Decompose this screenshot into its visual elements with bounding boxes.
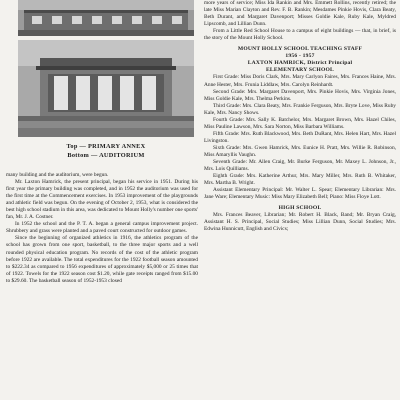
- paragraph: Mr. Laxton Hamrick, the present principal, began his service in 1951. During his first year the primary building was completed, and in 1952 the auditorium was used for the first time at the Commencement exercises. In 1953 improvement of the playgrounds and athletic field was begun. On the evening of October 2, 1953, what is considered the best high school stadium in this area, was dedicated to Mount Holly's number one sports' fan, Mr. J. A. Costner.: [6, 179, 198, 221]
- staff-entry: Assistant Elementary Principal: Mr. Walter L. Spear; Elementary Librarian: Mrs. Jane Ware; Elementary Music: Miss Mary Elizabeth Bell; Piano: Miss Floye Lott.: [204, 187, 396, 201]
- principal-heading: LAXTON HAMRICK, District Principal: [247, 60, 353, 67]
- staff-entry: Fourth Grade: Mrs. Sally K. Batchelor, Mrs. Margaret Brown, Mrs. Hazel Chiles, Miss Pauline Lawson, Mrs. Sara Norton, Miss Barbara Williams.: [204, 116, 396, 130]
- staff-heading: MOUNT HOLLY SCHOOL TEACHING STAFF: [237, 46, 363, 53]
- staff-entry: Sixth Grade: Mrs. Gwen Hamrick, Mrs. Eunice H. Pratt, Mrs. Willie R. Robinson, Miss Amaryllis Vaughn.: [204, 144, 396, 158]
- staff-entry: First Grade: Miss Doris Clark, Mrs. Mary Carlyon Faires, Mrs. Frances Haine, Mrs. Anne Hester, Mrs. Frunia Liddlaw, Mrs. Carolyn Reinhardt.: [204, 74, 396, 88]
- left-body-text: [6, 172, 198, 285]
- staff-entry: Seventh Grade: Mr. Allen Craig, Mr. Burke Ferguson, Mr. Maxey L. Johnson, Jr., Mrs. Lois Quilliams.: [204, 159, 396, 173]
- staff-entry: Fifth Grade: Mrs. Ruth Blackwood, Mrs. Beth DuRant, Mrs. Helen Hart, Mrs. Hazel Livingston.: [204, 130, 396, 144]
- staff-entry: Third Grade: Mrs. Clara Beaty, Mrs. Frankie Ferguson, Mrs. Bryte Love, Miss Ruby Kale, Mrs. Nancy Shows.: [204, 102, 396, 116]
- auditorium-image: [18, 40, 194, 137]
- staff-entry: Second Grade: Mrs. Margaret Davenport, Mrs. Pinkie Hovis, Mrs. Virginia Jones, Miss Goldie Kale, Mrs. Thelma Perkins.: [204, 88, 396, 102]
- elementary-heading: ELEMENTARY SCHOOL: [265, 67, 334, 74]
- paragraph: In 1952 the school and the P. T. A. began a general campus improvement project. Shrubbery and grass were planted and a paved court constructed for outdoor games.: [6, 221, 198, 235]
- primary-annex-image: [18, 0, 194, 36]
- primary-annex-photo: [18, 0, 194, 36]
- paragraph: many building and the auditorium, were begun.: [6, 172, 109, 178]
- right-column: [204, 0, 396, 400]
- high-school-heading: HIGH SCHOOL: [278, 205, 322, 212]
- caption-bottom: Bottom — AUDITORIUM: [67, 151, 145, 159]
- staff-entry: Eighth Grade: Mrs. Katherine Arthur, Mrs. Mary Miller, Mrs. Ruth B. Whitaker, Mrs. Martha B. Wright.: [204, 173, 396, 187]
- staff-years: 1956 - 1957: [285, 53, 315, 60]
- auditorium-photo: [18, 40, 194, 137]
- right-body-text: [204, 0, 396, 234]
- paragraph: From a Little Red School House to a campus of eight buildings — that, in brief, is the story of the Mount Holly School.: [204, 28, 396, 42]
- paragraph: more years of service; Miss Ida Rankin and Mrs. Emmett Rollins, recently retired; the late Miss Marian Clayton and Rev. F. B. Rankin; Mesdames Pinkie Hovis, Clara Beaty, Beth Durant, and Margaret Davenport; Misses Goldie Kale, Ruby Kale, Myldred Lipscomb, and Lillian Dunn.: [204, 0, 396, 28]
- caption-top: Top — PRIMARY ANNEX: [66, 143, 146, 150]
- paragraph: Since the beginning of organized athletics in 1916, the athletics program of the school has grown from one sport, basketball, to the three major sports and a well rounded physical education program. No records of the cost of the athletic program before 1922 are available. The total expenditures for the 1922 football season amounted to $222.34 as compared to 1956 expenditures of approximately $5,000 or 25 times that of 1922. Towels for the 1922 season cost $1.20, while gate receipts ranged from $15.00 to $29.60. The basketball season of 1952-1953 closed: [6, 235, 198, 284]
- staff-entry: Mrs. Frances Beaver, Librarian; Mr. Robert H. Black, Band; Mr. Bryan Craig, Assistant H. S. Principal, Social Studies; Miss Lillian Dunn, Social Studies; Mrs. Edwina Hunnicutt, English and Civics;: [204, 212, 396, 233]
- left-column: [6, 0, 198, 400]
